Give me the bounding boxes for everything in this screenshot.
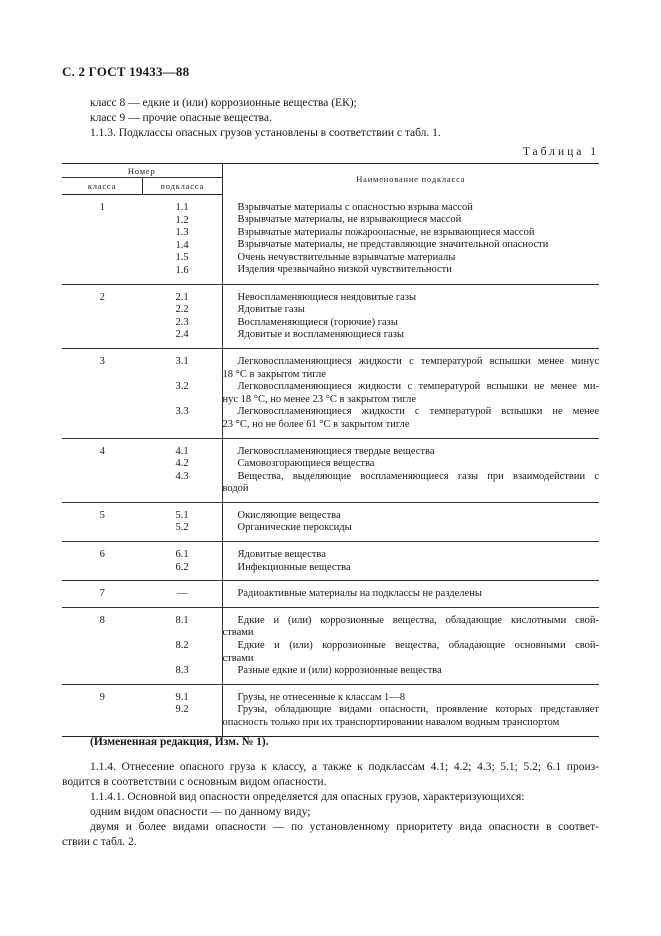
subclass-number: 6.1 — [175, 549, 189, 561]
intro-text — [62, 96, 598, 141]
class-number: 1 — [62, 195, 143, 285]
class-number: 2 — [62, 284, 143, 348]
subclass-name: Взрывчатые материалы с опасностью взрыва массой — [237, 201, 473, 213]
class-number: 3 — [62, 348, 143, 438]
subclass-name-continuation: 18 °С в закрытом тигле — [222, 368, 326, 380]
subclass-number: 1.5 — [175, 252, 189, 264]
subclass-name-cell — [222, 684, 599, 736]
subclass-name-cell — [222, 542, 599, 581]
subclass-number: 1.2 — [175, 214, 189, 226]
subclass-cell — [143, 348, 223, 438]
subclass-name: Легковоспламеняющиеся жидкости с температурой вспышки не менее — [237, 406, 599, 418]
subclass-number-spacer — [143, 627, 222, 640]
subclass-number: 3.2 — [175, 381, 189, 393]
subclass-name: Взрывчатые материалы пожароопасные, не взрывающиеся массой — [237, 226, 535, 238]
subclass-name-cell — [222, 348, 599, 438]
table-row — [62, 502, 599, 541]
subclass-number: 1.3 — [175, 227, 189, 239]
table-row — [62, 684, 599, 736]
subclass-name: Легковоспламеняющиеся жидкости с температурой вспышки не менее ми- — [237, 381, 599, 393]
subclass-name-continuation: ствами — [222, 652, 254, 664]
class-number: 4 — [62, 438, 143, 502]
header-subclass: подкласса — [143, 178, 223, 195]
subclass-number: 6.2 — [175, 561, 189, 573]
subclass-name: Окисляющие вещества — [237, 509, 341, 521]
subclass-name: Самовозгорающиеся вещества — [237, 458, 375, 470]
table-row — [62, 542, 599, 581]
subclass-number: 2.3 — [175, 316, 189, 328]
subclass-name-cell — [222, 502, 599, 541]
table-row — [62, 284, 599, 348]
subclass-name: Органические пероксиды — [237, 522, 352, 534]
header-number: Номер — [62, 164, 222, 178]
subclass-number-spacer — [143, 653, 222, 666]
subclass-number: — — [176, 588, 188, 600]
subclass-name: Ядовитые газы — [237, 304, 305, 316]
subclass-number: 3.3 — [175, 406, 189, 418]
class-number: 8 — [62, 607, 143, 684]
subclass-name-continuation: водой — [222, 483, 249, 495]
subclass-number-spacer — [143, 394, 222, 407]
subclass-cell — [143, 542, 223, 581]
subclass-name-cell — [222, 607, 599, 684]
subclass-name-continuation: 23 °С, но не более 61 °С в закрытом тигле — [222, 418, 410, 430]
subclass-name-continuation: нус 18 °С, но менее 23 °С в закрытом тигле — [222, 393, 416, 405]
subclass-name: Едкие и (или) коррозионные вещества, обладающие кислотными свой- — [237, 614, 599, 626]
subclass-name: Взрывчатые материалы, не взрывающиеся массой — [237, 214, 462, 226]
para-3: одним видом опасности — по данному виду; — [90, 806, 311, 818]
subclass-number-spacer — [143, 483, 222, 496]
subclass-name-cell — [222, 581, 599, 608]
subclass-number: 2.4 — [175, 329, 189, 341]
subclass-number: 9.1 — [175, 691, 189, 703]
para-1-line-2: водится в соответствии с основным видом опасности. — [62, 776, 327, 788]
subclass-number: 8.3 — [175, 665, 189, 677]
subclass-number-spacer — [143, 717, 222, 730]
subclass-name: Инфекционные вещества — [237, 561, 351, 573]
subclass-cell — [143, 438, 223, 502]
table-row — [62, 438, 599, 502]
subclass-name: Ядовитые и воспламеняющиеся газы — [237, 329, 404, 341]
subclass-cell — [143, 684, 223, 736]
subclass-name: Вещества, выделяющие воспламеняющиеся газы при взаимодействии с — [237, 470, 599, 482]
subclass-name: Едкие и (или) коррозионные вещества, обладающие основными свой- — [237, 640, 599, 652]
page-header: С. 2 ГОСТ 19433—88 — [62, 64, 190, 79]
subclass-name: Ядовитые вещества — [237, 549, 326, 561]
intro-line-3: 1.1.3. Подклассы опасных грузов установлены в соответствии с табл. 1. — [90, 127, 441, 139]
table-row — [62, 581, 599, 608]
class-number: 5 — [62, 502, 143, 541]
para-4-line-1: двумя и более видами опасности — по установленному приоритету вида опасности в соответ- — [90, 821, 599, 833]
subclass-number: 2.1 — [175, 291, 189, 303]
subclass-name: Очень нечувствительные взрывчатые материалы — [237, 251, 456, 263]
table-body — [62, 195, 599, 737]
subclass-cell — [143, 502, 223, 541]
header-name: Наименование подкласса — [222, 164, 599, 195]
intro-line-1: класс 8 — едкие и (или) коррозионные вещества (ЕК); — [90, 97, 357, 109]
table-row — [62, 607, 599, 684]
subclass-number: 5.2 — [175, 522, 189, 534]
subclass-number-spacer — [143, 369, 222, 382]
subclass-name: Легковоспламеняющиеся жидкости с температурой вспышки менее минус — [237, 355, 599, 367]
after-text — [62, 735, 599, 850]
subclass-number: 4.2 — [175, 458, 189, 470]
subclass-name: Невоспламеняющиеся неядовитые газы — [237, 291, 417, 303]
subclass-name-continuation: опасность только при их транспортировании навалом водным транспортом — [222, 717, 560, 728]
subclass-name: Легковоспламеняющиеся твердые вещества — [237, 445, 435, 457]
subclass-name: Радиоактивные материалы на подклассы не разделены — [237, 588, 482, 600]
subclass-name: Воспламеняющиеся (горючие) газы — [237, 316, 398, 328]
subclass-name: Грузы, не отнесенные к классам 1—8 — [237, 691, 406, 703]
para-2: 1.1.4.1. Основной вид опасности определяется для опасных грузов, характеризующихся: — [90, 791, 525, 803]
subclass-name: Разные едкие и (или) коррозионные вещества — [237, 665, 442, 677]
subclass-number: 1.1 — [175, 202, 189, 213]
subclass-name: Изделия чрезвычайно низкой чувствительности — [237, 264, 452, 276]
subclass-name-cell — [222, 438, 599, 502]
subclass-cell — [143, 284, 223, 348]
subclass-number: 8.2 — [175, 640, 189, 652]
class-number: 6 — [62, 542, 143, 581]
subclass-number: 1.6 — [175, 264, 189, 276]
table-row — [62, 348, 599, 438]
table-caption: Таблица 1 — [522, 146, 599, 158]
subclass-name-cell — [222, 195, 599, 285]
subclass-number: 9.2 — [175, 704, 189, 716]
table-row — [62, 195, 599, 285]
subclass-number: 3.1 — [175, 355, 189, 367]
subclass-number: 2.2 — [175, 304, 189, 316]
class-number: 7 — [62, 581, 143, 608]
subclass-cell — [143, 607, 223, 684]
subclass-cell — [143, 195, 223, 285]
class-number: 9 — [62, 684, 143, 736]
subclass-number: 8.1 — [175, 614, 189, 626]
subclass-number-spacer — [143, 419, 222, 432]
intro-line-2: класс 9 — прочие опасные вещества. — [90, 112, 272, 124]
header-class: класса — [62, 178, 143, 195]
edition-note: (Измененная редакция, Изм. № 1). — [90, 736, 269, 748]
subclass-number: 4.1 — [175, 445, 189, 457]
subclass-name: Грузы, обладающие видами опасности, проявление которых представляет — [237, 704, 599, 716]
subclass-name-cell — [222, 284, 599, 348]
subclass-table — [62, 163, 599, 737]
subclass-number: 5.1 — [175, 509, 189, 521]
subclass-name: Взрывчатые материалы, не представляющие значительной опасности — [237, 239, 549, 251]
subclass-number: 4.3 — [175, 470, 189, 482]
subclass-name-continuation: ствами — [222, 627, 254, 639]
subclass-number: 1.4 — [175, 239, 189, 251]
para-1-line-1: 1.1.4. Отнесение опасного груза к классу, а также к подклассам 4.1; 4.2; 4.3; 5.1; 5.2; 6.1 произ- — [90, 761, 599, 773]
subclass-cell — [143, 581, 223, 608]
para-4-line-2: ствии с табл. 2. — [62, 836, 137, 848]
